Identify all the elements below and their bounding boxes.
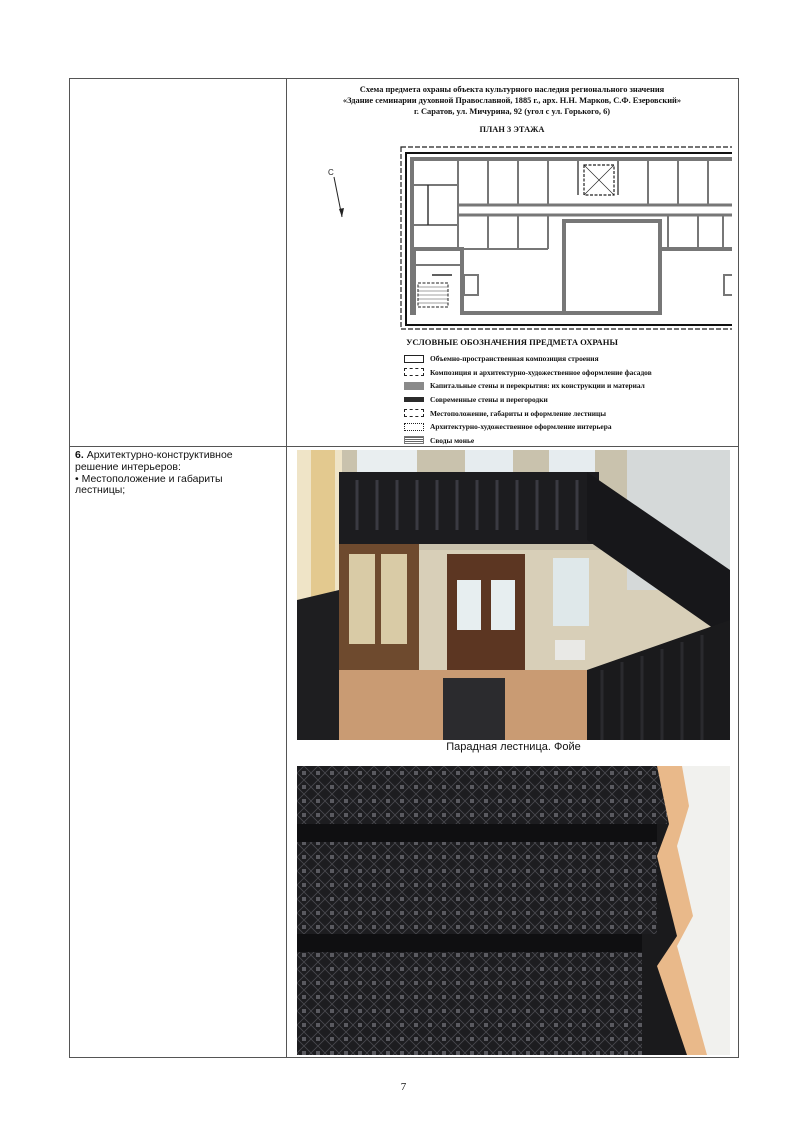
scheme-title-line-1: Схема предмета охраны объекта культурного наследия регионального значения: [359, 85, 665, 94]
row-text-line-1: Архитектурно-конструктивное: [86, 449, 233, 461]
scheme-title: [302, 84, 722, 117]
legend-item: [404, 352, 724, 366]
legend-swatch-dotted-box: [404, 423, 424, 431]
legend-swatch-dark-bar: [404, 397, 424, 402]
legend-swatch-solid-outline: [404, 355, 424, 363]
legend-item: [404, 393, 724, 407]
row-text-line-2: решение интерьеров:: [75, 460, 181, 473]
scheme-title-line-2: «Здание семинарии духовной Православной, 1885 г., арх. Н.Н. Марков, С.Ф. Езеровский»: [342, 96, 682, 105]
legend-label: Композиция и архитектурно-художественное оформление фасадов: [430, 367, 652, 377]
scheme-title-line-3: г. Саратов, ул. Мичурина, 92 (угол с ул. Горького, 6): [413, 107, 611, 116]
legend-item: [404, 379, 724, 393]
legend: [404, 352, 724, 447]
legend-swatch-gray-fill: [404, 382, 424, 390]
floor-plan: [328, 145, 732, 331]
column-divider: [286, 79, 287, 1057]
row-text-line-4: лестницы;: [75, 484, 126, 497]
legend-swatch-hatched: [404, 436, 424, 444]
row-text-line-3: • Местоположение и габариты: [75, 472, 223, 485]
content-table: [69, 78, 739, 1058]
legend-label: Своды монье: [430, 435, 475, 445]
north-label: С: [328, 168, 334, 177]
legend-label: Архитектурно-художественное оформление интерьера: [430, 422, 612, 432]
legend-swatch-dashed-box: [404, 409, 424, 417]
stair-treads-photo: [297, 766, 730, 1055]
plan-title: ПЛАН 3 ЭТАЖА: [479, 125, 545, 134]
north-arrow-icon: [328, 168, 344, 217]
staircase-foyer-photo: [297, 450, 730, 740]
legend-label: Местоположение, габариты и оформление лестницы: [430, 408, 607, 418]
legend-item: [404, 366, 724, 380]
page-number: 7: [400, 1081, 407, 1093]
legend-swatch-dash-dot: [404, 368, 424, 376]
legend-item: [404, 434, 724, 448]
legend-item: [404, 420, 724, 434]
legend-title: УСЛОВНЫЕ ОБОЗНАЧЕНИЯ ПРЕДМЕТА ОХРАНЫ: [406, 337, 618, 347]
legend-label: Объемно-пространственная композиция строения: [430, 354, 599, 364]
photo-caption: Парадная лестница. Фойе: [446, 741, 581, 753]
legend-label: Капитальные стены и перекрытия: их конструкции и материал: [430, 381, 645, 391]
legend-label: Современные стены и перегородки: [430, 395, 548, 405]
row-number: 6.: [75, 449, 84, 461]
legend-item: [404, 406, 724, 420]
row-description: [75, 450, 280, 497]
